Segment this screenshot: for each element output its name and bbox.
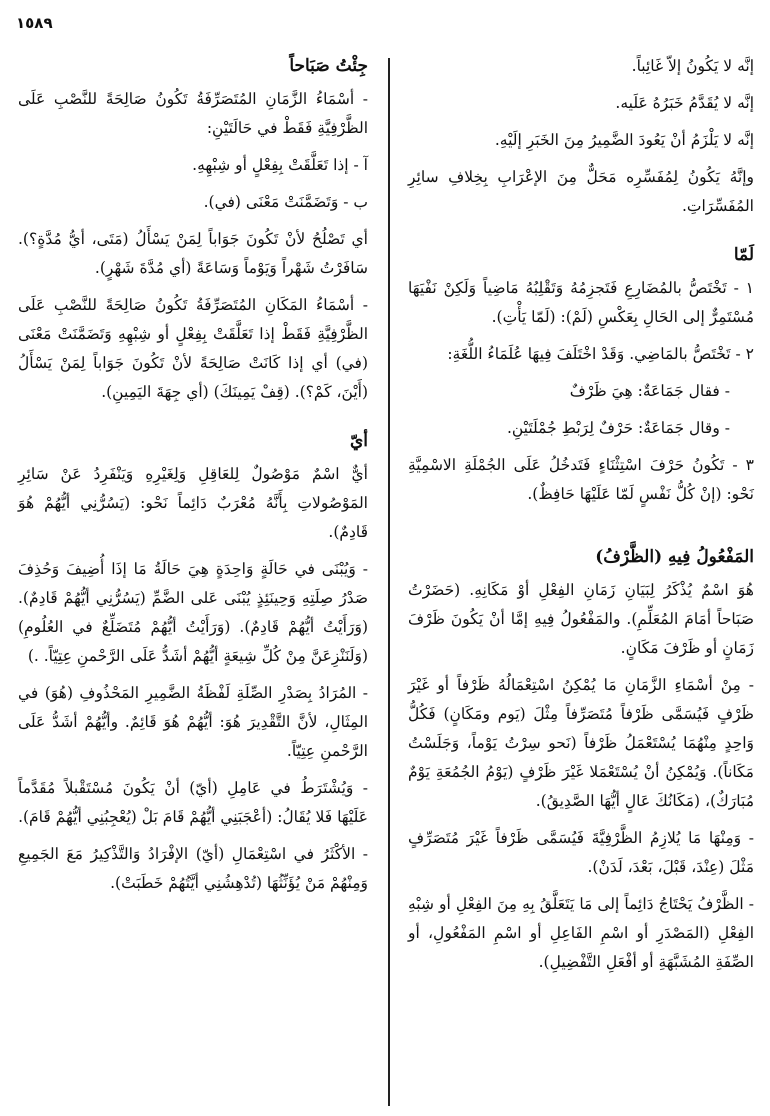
lamma-item: ٣ - تَكُونُ حَرْفَ اسْتِثْنَاءٍ فَتَدخُلُ عَلَى الجُمْلَةِ الاسْمِيَّةِ نَحْو: (إنْ كُلُّ نَفْسٍ لَمّا عَلَيْهَا حَافِظٌ).: [408, 456, 754, 503]
section-heading-maful-fih: المَفْعُولُ فِيهِ (الظَّرْفُ): [595, 547, 754, 567]
ayy-paragraph: - وَيُشْتَرَطُ في عَامِلِ (أيّ) أنْ يَكُونَ مُسْتَقْبلاً مُقَدَّماً عَلَيْهَا فَلا يُقَالُ: (أعْجَبَنِي أيُّهُمْ قَامَ بَلْ (يُعْجِبُنِي أيُّهُمْ قَامَ).: [18, 779, 368, 826]
section-heading-ayy: أيّ: [349, 431, 368, 451]
maful-paragraph: - وَمِنْهَا مَا يُلازِمُ الظَّرْفِيَّةَ فَيُسَمَّى ظَرْفاً غَيْرَ مُتَصَرِّفٍ مَثْلَ (عِنْدَ، قَبْلَ، بَعْدَ، لَدَنْ).: [408, 829, 754, 876]
example-heading: جِئْتُ صَبَاحاً: [289, 56, 368, 76]
left-column: [18, 52, 368, 906]
maful-paragraph: - مِنْ أسْمَاءِ الزَّمَانِ مَا يُمْكِنُ اسْتِعْمَالُهُ ظَرْفاً أو غَيْرَ ظَرْفٍ فَيُسَمَّى ظَرْفاً مُتَصَرِّفاً مِثْلَ (يَوم ومَكَانٍ) فَكُلُّ وَاحِدٍ مِنْهُمَا يُسْتَعْمَلُ ظَرْفاً (نَحو سِرْتُ يَوْماً، وَجَلَسْتُ مَكَاناً). وَيُمْكِنُ أنْ يُسْتَعْمَلا غَيْرَ ظَرْفٍ (يَوْمُ الجُمُعَةِ يَوْمٌ مُبَارَكٌ)، (مَكَانُكَ عَالٍ أيُّهَا الصَّدِيقُ).: [408, 676, 754, 810]
spacer: [408, 517, 754, 543]
ayy-paragraph: - المُرَادُ بِصَدْرِ الصِّلَةِ لَفْظَةُ الضَّمِيرِ المَحْذُوفِ (هُوَ) في المِثَالِ، لأنَّ التَّقْدِيرَ هُوَ: أيُّهُمْ هُوَ قَائِمٌ. وأيُّهُمْ أشَدُّ عَلَى الرَّحْمنِ عِتِيّاً.: [18, 684, 368, 760]
zaman-condition: ب - وَتَضَمَّنَتْ مَعْنَى (في).: [203, 193, 368, 211]
lamma-item: - فقال جَمَاعَةٌ: هِيَ ظَرْفٌ: [569, 382, 730, 400]
intro-line: إنَّه لا يَكُونُ إلاّ غَائِباً.: [631, 57, 754, 75]
ayy-paragraph: أيٌّ اسْمٌ مَوْصُولٌ لِلعَاقِلِ وَلِغَيْرِهِ وَيَنْفَرِدُ عَنْ سَائِرِ المَوْصُولاتِ بِأَنَّهُ مُعْرَبٌ دَائِماً نَحْو: (يَسُرُّنِي أيُّهُمْ هُوَ قَادِمٌ).: [18, 465, 368, 541]
zaman-paragraph: - أسْمَاءُ المَكَانِ المُتَصَرِّفَةُ تَكُونُ صَالِحَةً للنَّصْبِ عَلَى الظَّرْفِيَّةِ فَقَطْ إذا تَعَلَّقَتْ بِفِعْلٍ أو شِبْهِهِ وَتَضَمَّنَتْ مَعْنَى (في) أي إذا كَانَتْ صَالِحَةً لأنْ تَكُونَ جَوَاباً لِمَنْ يَسْأَلُ (أَيْنَ، كَمْ؟). (قِفْ يَمِينَكَ) (أي جِهَةَ اليَمِينِ).: [18, 296, 368, 401]
intro-line: إنَّه لا يَلْزَمُ أنْ يَعُودَ الضَّمِيرُ مِنَ الخَبَرِ إلَيْهِ.: [494, 131, 754, 149]
maful-paragraph: هُوَ اسْمٌ يُذْكَرُ لِبَيَانِ زَمَانِ الفِعْلِ أوْ مَكَانِهِ. (حَضَرْتُ صَبَاحاً أمَامَ المُعَلِّمِ). والمَفْعُولُ فِيهِ إمَّا أنْ يَكُونَ ظَرْفَ زَمَانٍ أو ظَرْفَ مَكَانٍ.: [408, 581, 754, 657]
spacer: [408, 229, 754, 241]
ayy-paragraph: - الأكْثَرُ في اسْتِعْمَالِ (أيّ) الإفْرَادُ وَالتَّذْكِيرُ مَعَ الجَمِيعِ وَمِنْهُمْ مَنْ يُؤَنِّثُهَا (تُدْهِشُنِي أيَّتُهُمْ خَطَبَتْ).: [18, 845, 368, 892]
spacer: [18, 415, 368, 427]
zaman-paragraph: أي تَصْلُحُ لأنْ تَكُونَ جَوَاباً لِمَنْ يَسْأَلُ (مَتَى، أيُّ مُدَّةٍ؟). سَافَرْتُ شَهْراً وَيَوْماً وَسَاعَةً (أي مُدَّةَ شَهْرٍ).: [18, 230, 368, 277]
lamma-item: ٢ - تَخْتَصُّ بالمَاضِي. وَقَدْ اخْتَلَفَ فِيهَا عُلَمَاءُ اللُّغَةِ:: [447, 345, 754, 363]
intro-line: إنَّه لا يُقَدَّمُ خَبَرُهُ عَلَيه.: [615, 94, 754, 112]
zaman-paragraph: - أسْمَاءُ الزَّمَانِ المُتَصَرِّفَةُ تَكُونُ صَالِحَةً للنَّصْبِ عَلَى الظَّرْفِيَّةِ فَقَطْ في حَالَتَيْنِ:: [18, 90, 368, 137]
column-divider: [388, 58, 390, 1106]
ayy-paragraph: - وَيُبْنَى في حَالَةٍ وَاحِدَةٍ هِيَ حَالَةُ مَا إذَا أُضِيفَ وَحُذِفَ صَدْرُ صِلَتِهِ وَحِينَئِذٍ يُبْنَى عَلى الضَّمِّ (يَسُرُّنِي أيُّهُمْ قَادِمٌ). (وَرَأَيْتُ أيُّهُمْ قَادِمٌ). (وَرَأَيْتُ أيُّهُمْ مُتَضَلِّعٌ في العُلُومِ) (وَلَنَنْزِعَنَّ مِنْ كُلِّ شِيعَةٍ أيُّهُمْ أشَدُّ عَلَى الرَّحْمنِ عِتِيّاً. .): [18, 560, 368, 665]
section-heading-lamma: لَمّا: [733, 245, 754, 265]
lamma-item: ١ - تَخْتَصُّ بالمُضَارِعِ فَتَجزِمُهُ وَتَقْلِبُهُ مَاضِياً وَلَكِنْ نَفْيَهَا مُسْتَمِرٌّ إلى الحَالِ بِعَكْسِ (لَمْ): (لَمّا يَأْتِ).: [408, 279, 754, 326]
page-number: ١٥٨٩: [16, 14, 53, 32]
intro-line: وإنَّهُ يَكُونُ لِمُفَسِّرِه مَحَلٌّ مِنَ الإعْرَابِ بِخِلافِ سائِرِ المُفَسِّرَاتِ.: [408, 168, 754, 215]
lamma-item: - وقال جَمَاعَةٌ: حَرْفٌ لِرَبْطِ جُمْلَتَيْنِ.: [506, 419, 730, 437]
right-column: [408, 52, 754, 985]
maful-paragraph: - الظَّرْفُ يَحْتَاجُ دَائِماً إلى مَا يَتَعَلَّقُ بِهِ مِنَ الفِعْلِ أو شِبْهِ الفِعْلِ (المَصْدَرِ أو اسْمِ الفَاعِلِ أو اسْمِ المَفْعُولِ، أو الصِّفَةِ المُشَبَّهَةِ أو أفْعَلِ التَّفْضِيلِ).: [408, 895, 754, 971]
zaman-condition: آ - إذا تَعَلَّقَتْ بِفِعْلٍ أو شِبْهِهِ.: [192, 156, 368, 174]
